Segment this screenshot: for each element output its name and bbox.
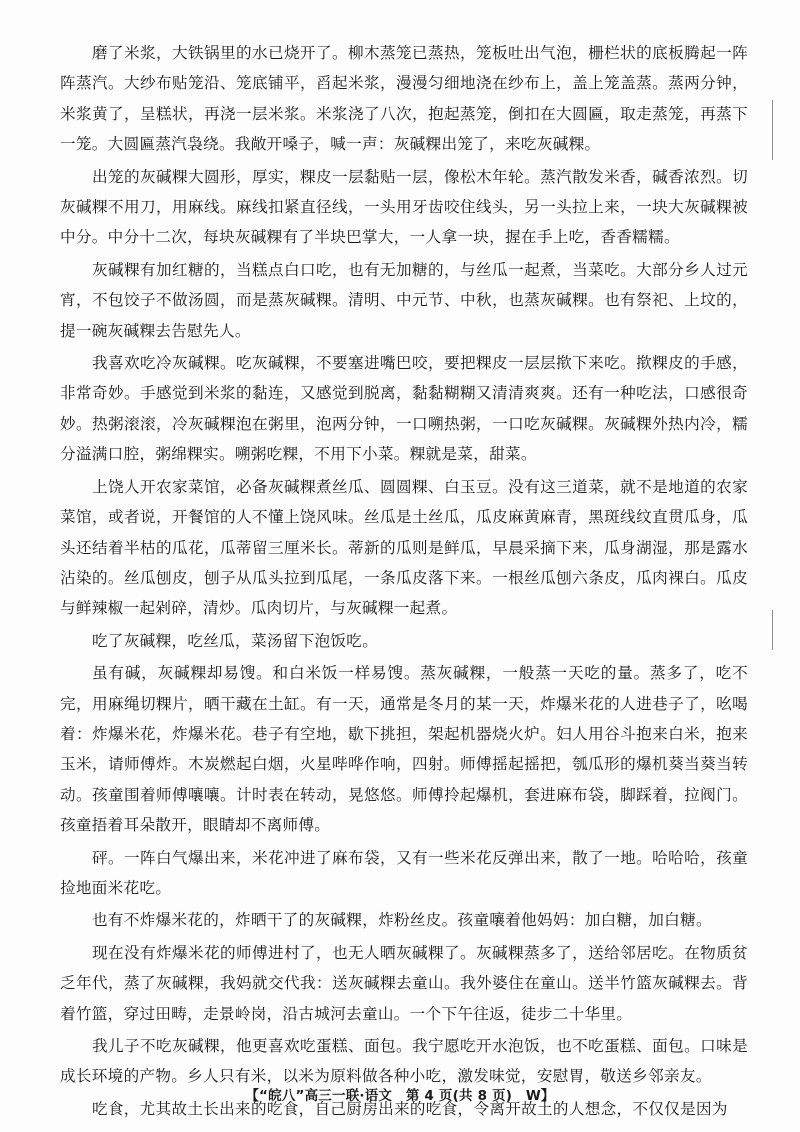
paragraph-4: 我喜欢吃冷灰碱粿。吃灰碱粿，不要塞进嘴巴咬，要把粿皮一层层揿下来吃。揿粿皮的手感，非常奇妙。手感觉到米浆的黏连，又感觉到脱离，黏黏糊糊又清清爽爽。还有一种吃法，口感很奇妙。热粥滚滚，冷灰碱粿泡在粥里，泡两分钟，一口嗍热粥，一口吃灰碱粿。灰碱粿外热内冷，糯分溢满口腔，粥绵粿实。嗍粥吃粿，不用下小菜。粿就是菜，甜菜。 [60,354,748,464]
paragraph-3: 灰碱粿有加红糖的，当糕点白口吃，也有无加糖的，与丝瓜一起煮，当菜吃。大部分乡人过元宵，不包饺子不做汤圆，而是蒸灰碱粿。清明、中元节、中秋，也蒸灰碱粿。也有祭祀、上坟的，提一碗灰碱粿去告慰先人。 [60,260,748,340]
article-body [60,38,748,1124]
paragraph-7: 虽有碱，灰碱粿却易馊。和白米饭一样易馊。蒸灰碱粿，一般蒸一天吃的量。蒸多了，吃不完，用麻绳切粿片，晒干藏在土缸。有一天，通常是冬月的某一天，炸爆米花的人进巷子了，吆喝着：炸爆米花，炸爆米花。巷子有空地，歇下挑担，架起机器烧火炉。妇人用谷斗抱来白米，抱来玉米，请师傅炸。木炭燃起白烟，火星哔哗作响，四射。师傅摇起摇把，瓠瓜形的爆机葵当葵当转动。孩童围着师傅嚷嚷。计时表在转动，晃悠悠。师傅拎起爆机，套进麻布袋，脚踩着，拉阀门。孩童捂着耳朵散开，眼睛却不离师傅。 [60,664,748,835]
scan-edge-mark [772,100,773,160]
paragraph-5: 上饶人开农家菜馆，必备灰碱粿煮丝瓜、圆圆粿、白玉豆。没有这三道菜，就不是地道的农家菜馆，或者说，开餐馆的人不懂上饶风味。丝瓜是土丝瓜，瓜皮麻黄麻青，黑斑线纹直贯瓜身，瓜头还结着半枯的瓜花，瓜蒂留三厘米长。蒂新的瓜则是鲜瓜，早晨采摘下来，瓜身湖湿，那是露水沾染的。丝瓜刨皮，刨子从瓜头拉到瓜尾，一条瓜皮落下来。一根丝瓜刨六条皮，瓜肉裸白。瓜皮与鲜辣椒一起剁碎，清炒。瓜肉切片，与灰碱粿一起煮。 [60,477,748,618]
paragraph-1: 磨了米浆，大铁锅里的水已烧开了。柳木蒸笼已蒸热，笼板吐出气泡，栅栏状的底板腾起一阵阵蒸汽。大纱布贴笼沿、笼底铺平，舀起米浆，漫漫匀细地浇在纱布上，盖上笼盖蒸。蒸两分钟，米浆黄了，呈糕状，再浇一层米浆。米浆浇了八次，抱起蒸笼，倒扣在大圆匾，取走蒸笼，再蒸下一笼。大圆匾蒸汽袅绕。我敞开嗓子，喊一声：灰碱粿出笼了，来吃灰碱粿。 [60,44,748,154]
paragraph-6: 吃了灰碱粿，吃丝瓜，菜汤留下泡饭吃。 [92,631,379,650]
paragraph-11: 我儿子不吃灰碱粿，他更喜欢吃蛋糕、面包。我宁愿吃开水泡饭，也不吃蛋糕、面包。口味是成长环境的产物。乡人只有米，以米为原料做各种小吃，激发味觉，安慰胃，敬送乡邻亲友。 [60,1037,748,1086]
scan-edge-mark [772,610,773,650]
paragraph-9: 也有不炸爆米花的，炸晒干了的灰碱粿，炸粉丝皮。孩童嚷着他妈妈：加白糖，加白糖。 [92,911,712,930]
paragraph-2: 出笼的灰碱粿大圆形，厚实，粿皮一层黏贴一层，像松木年轮。蒸汽散发米香，碱香浓烈。切灰碱粿不用刀，用麻线。麻线扣紧直径线，一头用牙齿咬住线头，另一头拉上来，一块大灰碱粿被中分。中分十二次，每块灰碱粿有了半块巴掌大，一人拿一块，握在手上吃，香香糯糯。 [60,167,748,247]
page-footer: 【“皖八”高三一联·语文 第 4 页(共 8 页) W】 [245,1088,555,1104]
paragraph-8: 砰。一阵白气爆出来，米花冲进了麻布袋，又有一些米花反弹出来，散了一地。哈哈哈，孩童捡地面米花吃。 [60,848,748,897]
paragraph-10: 现在没有炸爆米花的师傅进村了，也无人晒灰碱粿了。灰碱粿蒸多了，送给邻居吃。在物质贫乏年代，蒸了灰碱粿，我妈就交代我：送灰碱粿去童山。我外婆住在童山。送半竹篮灰碱粿去。背着竹篮，穿过田畴，走景岭岗，沿古城河去童山。一个下午往返，徒步二十华里。 [60,943,748,1023]
paragraph-12: 吃食，尤其故土长出来的吃食，自己厨房出来的吃食，令离开故土的人想念，不仅仅是因为 [92,1099,728,1118]
